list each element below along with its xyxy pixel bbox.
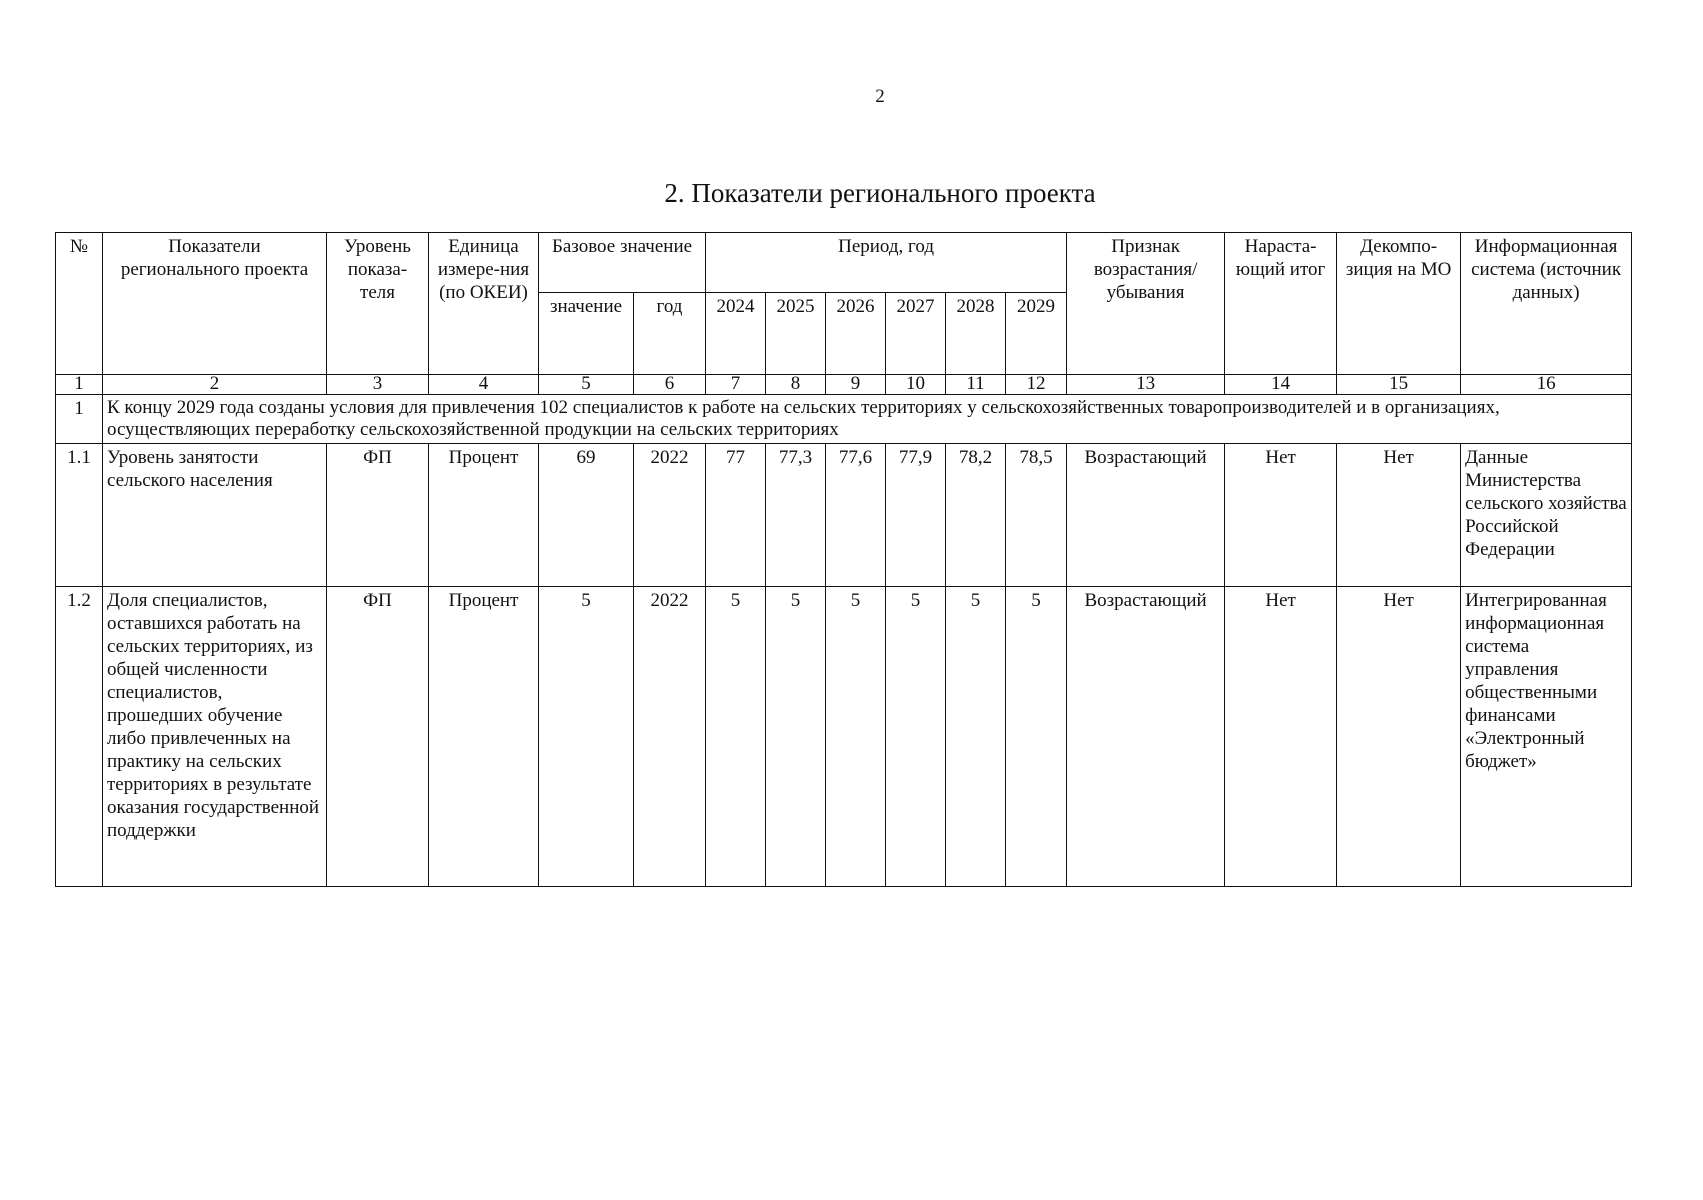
row-num: 1.1 [56, 444, 103, 587]
row-trend: Возрастающий [1067, 587, 1225, 887]
indicators-table [55, 232, 1632, 887]
row-base-value: 69 [539, 444, 634, 587]
header-year-2028: 2028 [946, 293, 1006, 375]
row-num: 1.2 [56, 587, 103, 887]
row-value-2024: 5 [706, 587, 766, 887]
table-row [56, 587, 1632, 887]
header-unit: Единица измере-ния (по ОКЕИ) [429, 233, 539, 375]
row-value-2028: 78,2 [946, 444, 1006, 587]
row-info-system: Данные Министерства сельского хозяйства Российской Федерации [1461, 444, 1632, 587]
header-period: Период, год [706, 233, 1067, 293]
column-number: 13 [1067, 375, 1225, 395]
header-base: Базовое значение [539, 233, 706, 293]
column-number: 14 [1225, 375, 1337, 395]
row-trend: Возрастающий [1067, 444, 1225, 587]
header-year-2025: 2025 [766, 293, 826, 375]
header-row [56, 233, 1632, 293]
header-num: № [56, 233, 103, 375]
header-decomposition: Декомпо-зиция на МО [1337, 233, 1461, 375]
row-value-2024: 77 [706, 444, 766, 587]
row-decomposition: Нет [1337, 587, 1461, 887]
row-value-2027: 77,9 [886, 444, 946, 587]
column-number: 2 [103, 375, 327, 395]
header-year-2029: 2029 [1006, 293, 1067, 375]
goal-text: К концу 2029 года созданы условия для привлечения 102 специалистов к работе на сельских территориях у сельскохозяйственных товаропроизводителей и в организациях, осуществляющих переработку сельскохозяйственной продукции на сельских территориях [103, 395, 1632, 444]
header-year-2024: 2024 [706, 293, 766, 375]
column-number: 16 [1461, 375, 1632, 395]
row-decomposition: Нет [1337, 444, 1461, 587]
row-base-value: 5 [539, 587, 634, 887]
table-row [56, 444, 1632, 587]
page-number: 2 [875, 86, 885, 107]
row-value-2026: 5 [826, 587, 886, 887]
column-number: 6 [634, 375, 706, 395]
row-level: ФП [327, 587, 429, 887]
header-level: Уровень показа-теля [327, 233, 429, 375]
column-number: 7 [706, 375, 766, 395]
column-number: 15 [1337, 375, 1461, 395]
row-value-2029: 5 [1006, 587, 1067, 887]
column-number: 4 [429, 375, 539, 395]
row-value-2029: 78,5 [1006, 444, 1067, 587]
column-number: 5 [539, 375, 634, 395]
goal-row [56, 395, 1632, 444]
header-base-year: год [634, 293, 706, 375]
row-base-year: 2022 [634, 444, 706, 587]
column-number: 12 [1006, 375, 1067, 395]
row-cumulative: Нет [1225, 444, 1337, 587]
column-number: 3 [327, 375, 429, 395]
header-year-2027: 2027 [886, 293, 946, 375]
document-title: 2. Показатели регионального проекта [664, 178, 1096, 208]
row-value-2025: 5 [766, 587, 826, 887]
column-number: 11 [946, 375, 1006, 395]
column-number-row [56, 375, 1632, 395]
header-trend: Признак возрастания/ убывания [1067, 233, 1225, 375]
row-value-2028: 5 [946, 587, 1006, 887]
header-base-value: значение [539, 293, 634, 375]
row-indicator: Уровень занятости сельского населения [103, 444, 327, 587]
row-indicator: Доля специалистов, оставшихся работать на сельских территориях, из общей численности специалистов, прошедших обучение либо привлеченных на практику на сельских территориях в результате оказания государственной поддержки [103, 587, 327, 887]
row-value-2026: 77,6 [826, 444, 886, 587]
header-indicator: Показатели регионального проекта [103, 233, 327, 375]
row-value-2027: 5 [886, 587, 946, 887]
row-base-year: 2022 [634, 587, 706, 887]
row-info-system: Интегрированная информационная система управления общественными финансами «Электронный бюджет» [1461, 587, 1632, 887]
header-year-2026: 2026 [826, 293, 886, 375]
row-unit: Процент [429, 444, 539, 587]
row-unit: Процент [429, 587, 539, 887]
header-cumulative: Нараста-ющий итог [1225, 233, 1337, 375]
column-number: 1 [56, 375, 103, 395]
row-cumulative: Нет [1225, 587, 1337, 887]
column-number: 8 [766, 375, 826, 395]
header-info-system: Информационная система (источник данных) [1461, 233, 1632, 375]
column-number: 10 [886, 375, 946, 395]
column-number: 9 [826, 375, 886, 395]
goal-num: 1 [56, 395, 103, 444]
row-level: ФП [327, 444, 429, 587]
row-value-2025: 77,3 [766, 444, 826, 587]
